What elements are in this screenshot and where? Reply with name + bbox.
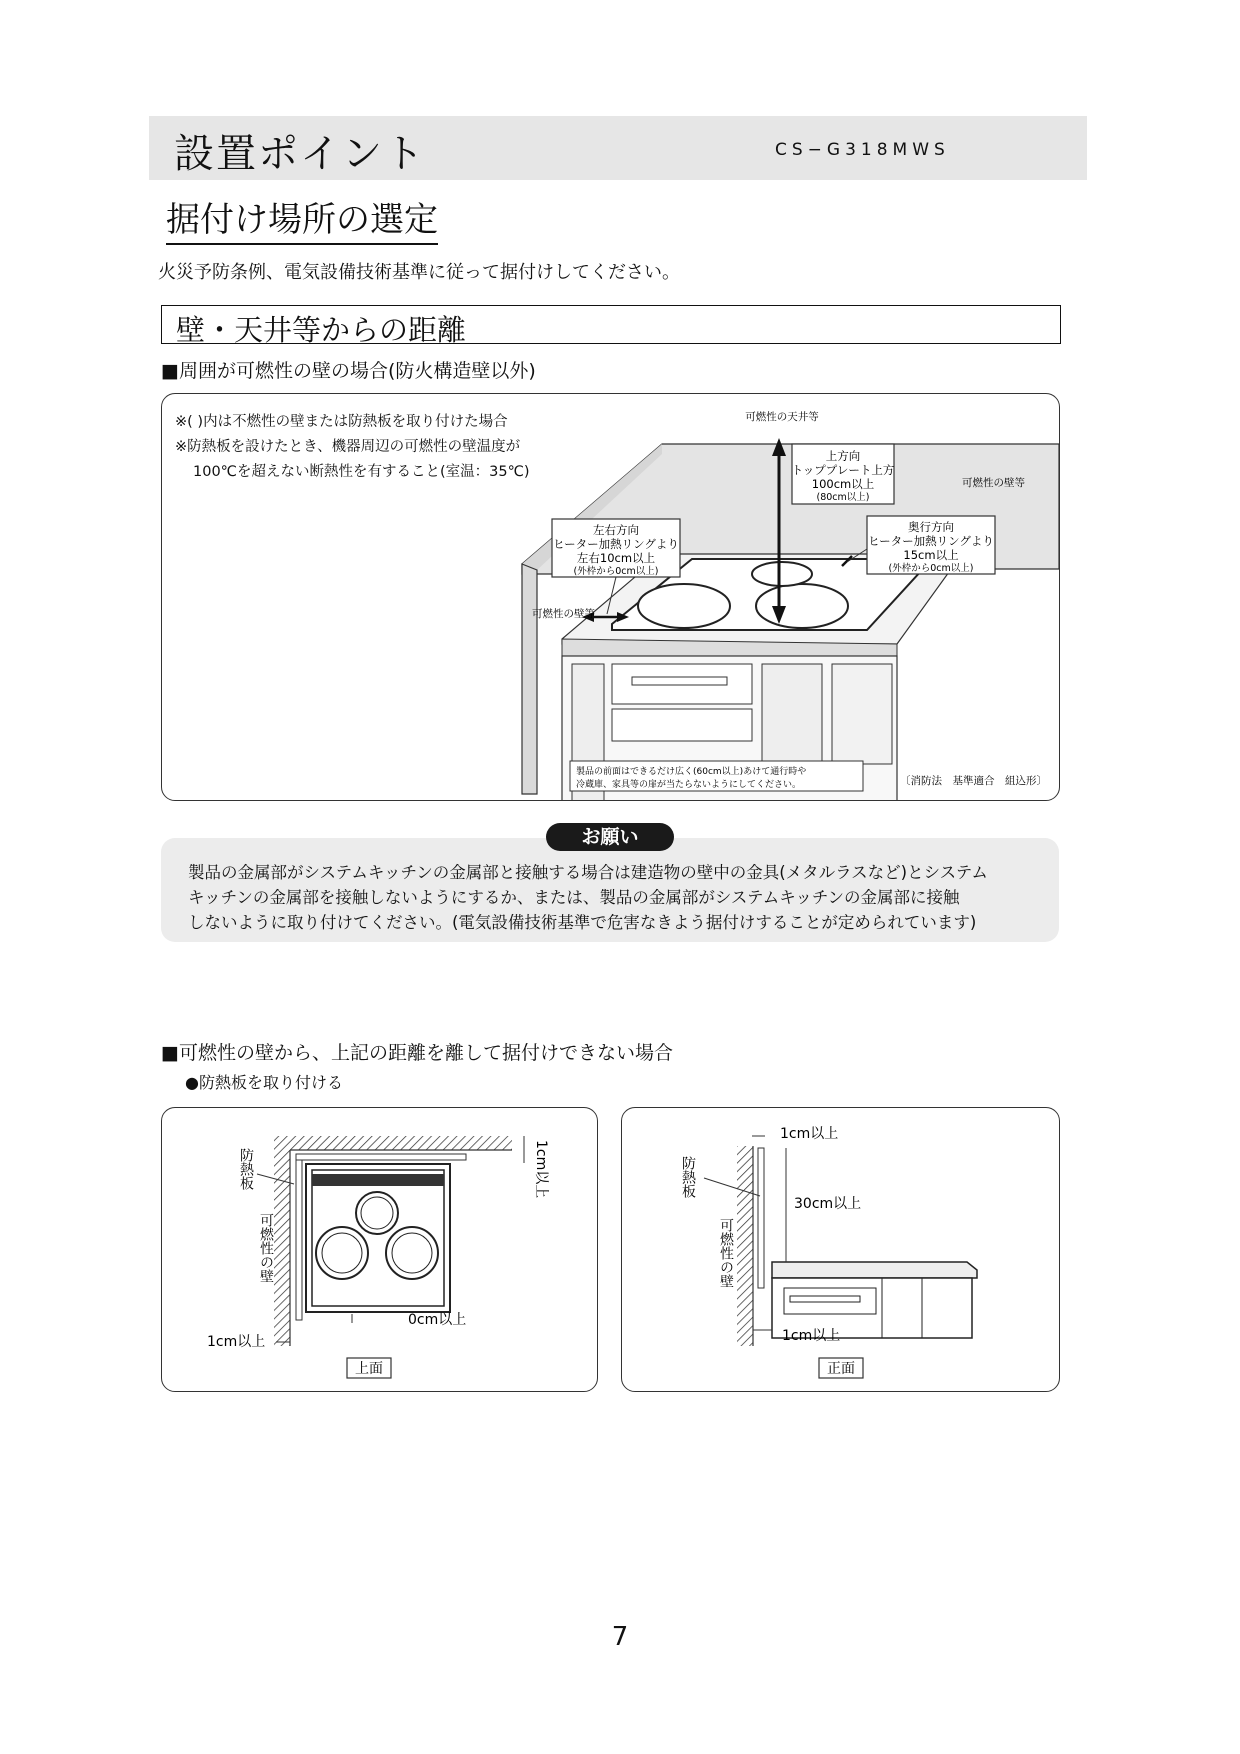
top-callout-line1: 上方向 <box>825 449 861 463</box>
page-number: 7 <box>611 1622 629 1652</box>
page-title: 設置ポイント <box>174 131 426 177</box>
front-note-line1: 製品の前面はできるだけ広く(60cm以上)あけて通行時や <box>576 767 807 777</box>
bullet-heat-shield: ●防熱板を取り付ける <box>185 1073 343 1092</box>
request-text <box>188 860 1048 935</box>
request-line: しないように取り付けてください。(電気設備技術基準で危害なきよう据付けすることが定められています) <box>188 913 977 932</box>
back-callout-line3: 15cm以上 <box>903 548 959 562</box>
wall-right-label: 可燃性の壁等 <box>962 477 1025 489</box>
note-line: ※( )内は不燃性の壁または防熱板を取り付けた場合 <box>175 414 508 430</box>
note-line: 100℃を超えない断熱性を有すること(室温：35℃) <box>193 464 530 480</box>
wall-hatch <box>737 1146 753 1346</box>
label-shield: 防熱板 <box>680 1156 696 1198</box>
top-view-caption: 上面 <box>355 1361 383 1377</box>
left-callout-line4: (外枠から0cm以上) <box>573 566 659 577</box>
condition-combustible-wall: ■周囲が可燃性の壁の場合(防火構造壁以外) <box>161 360 536 382</box>
front-view-illustration <box>622 1108 1059 1391</box>
subheading: 壁・天井等からの距離 <box>176 313 467 347</box>
heater-ring-right <box>756 584 848 628</box>
heater-ring-back <box>752 562 812 586</box>
model-number: CS−G318MWS <box>775 140 950 160</box>
left-callout-line3: 左右10cm以上 <box>576 551 656 565</box>
top-view-figure <box>161 1107 598 1392</box>
dim-height: 30cm以上 <box>794 1196 862 1212</box>
front-view-figure <box>621 1107 1060 1392</box>
side-wall-hatch <box>274 1136 290 1346</box>
front-view-caption: 正面 <box>827 1361 855 1377</box>
back-callout-line4: (外枠から0cm以上) <box>888 563 974 574</box>
top-callout-line2: トッププレート上方 <box>791 463 895 477</box>
note-line: ※防熱板を設けたとき、機器周辺の可燃性の壁温度が <box>175 439 521 455</box>
top-callout-line4: (80cm以上) <box>816 492 870 503</box>
section-title: 据付け場所の選定 <box>166 192 438 245</box>
front-note-line2: 冷蔵庫、家具等の扉が当たらないようにしてください。 <box>576 780 802 790</box>
dim-bottom: 1cm以上 <box>782 1328 841 1344</box>
heater-ring-left <box>638 584 730 628</box>
left-callout-line2: ヒーター加熱リングより <box>553 537 679 551</box>
request-line: 製品の金属部がシステムキッチンの金属部と接触する場合は建造物の壁中の金具(メタルラスなど)とシステム <box>188 863 988 882</box>
kitchen-illustration <box>162 394 1059 800</box>
installation-diagram <box>161 393 1060 801</box>
ceiling-label: 可燃性の天井等 <box>745 411 819 423</box>
label-shield: 防熱板 <box>238 1148 254 1190</box>
left-callout-line1: 左右方向 <box>593 523 639 537</box>
dim-back: 1cm以上 <box>533 1140 549 1199</box>
intro-text: 火災予防条例、電気設備技術基準に従って据付けしてください。 <box>158 262 680 283</box>
label-wall: 可燃性の壁 <box>718 1218 734 1288</box>
condition-heat-shield: ■可燃性の壁から、上記の距離を離して据付けできない場合 <box>161 1042 673 1064</box>
top-view-illustration <box>162 1108 597 1391</box>
dim-front: 0cm以上 <box>408 1312 467 1328</box>
request-line: キッチンの金属部を接触しないようにするか、または、製品の金属部がシステムキッチンの金属部に接触 <box>188 888 960 907</box>
dim-top: 1cm以上 <box>780 1126 839 1142</box>
top-callout-line3: 100cm以上 <box>811 477 875 491</box>
back-callout-line1: 奥行方向 <box>908 520 954 534</box>
left-wall <box>522 564 537 794</box>
dim-side: 1cm以上 <box>207 1334 266 1350</box>
back-wall-hatch <box>290 1136 512 1150</box>
figure-caption: 〔消防法 基準適合 組込形〕 <box>900 775 1047 787</box>
request-pill: お願い <box>546 823 674 851</box>
wall-left-label: 可燃性の壁等 <box>532 608 595 620</box>
label-wall: 可燃性の壁 <box>258 1213 274 1283</box>
back-callout-line2: ヒーター加熱リングより <box>868 534 994 548</box>
